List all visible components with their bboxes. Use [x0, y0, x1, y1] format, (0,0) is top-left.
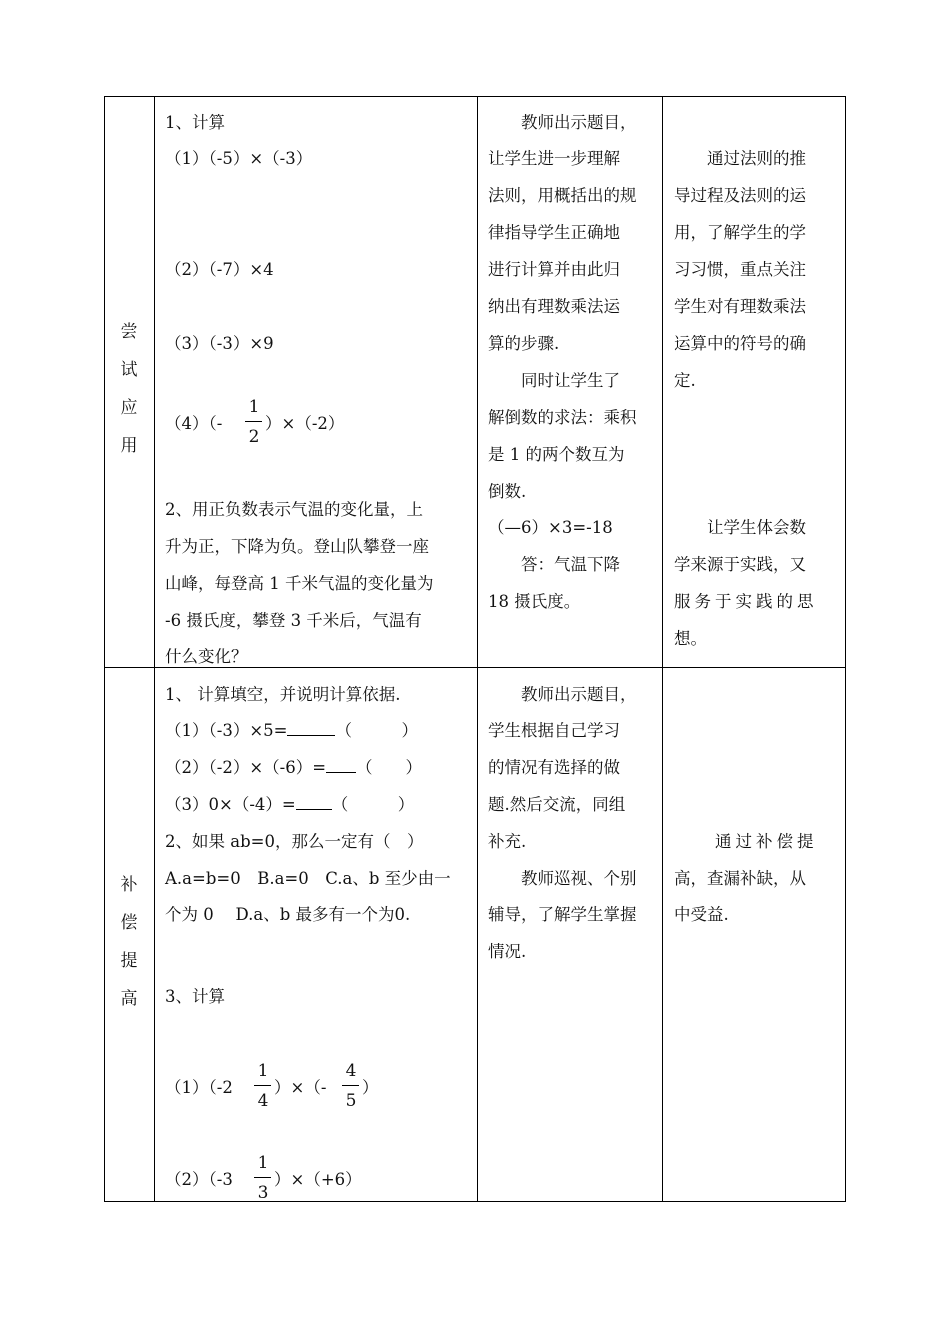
expr-suffix: ）×（+6）	[274, 1170, 362, 1189]
text-line: 教师出示题目，	[488, 685, 637, 704]
text-line: 2、用正负数表示气温的变化量，上	[165, 500, 423, 519]
reason-parens: （ ）	[331, 795, 415, 814]
row-label-char: 高	[120, 989, 138, 1009]
text-line: 解倒数的求法：乘积	[488, 408, 637, 427]
fill-blank-3	[165, 795, 414, 815]
answer-blank[interactable]	[296, 795, 332, 810]
fraction-numerator: 1	[257, 1153, 269, 1173]
text-line: 通过法则的推	[674, 149, 806, 168]
fraction-bar	[254, 1085, 271, 1086]
text-line: 什么变化？	[165, 647, 248, 666]
text-line: 纳出有理数乘法运	[488, 297, 620, 316]
text-line: 用，了解学生的学	[674, 223, 806, 242]
column-divider	[662, 97, 663, 1201]
expr-suffix: ）×（-2）	[265, 414, 345, 433]
text-line: 让学生体会数	[674, 518, 806, 537]
text-line: 通过补偿提	[674, 832, 818, 851]
expr-mid: ）×（-	[274, 1078, 327, 1097]
text-line: 学生对有理数乘法	[674, 297, 806, 316]
reason-parens: （ ）	[356, 758, 423, 777]
answer-blank[interactable]	[326, 758, 356, 773]
text-line: 高，查漏补缺，从	[674, 869, 806, 888]
fraction-denominator: 3	[257, 1183, 269, 1203]
text-line: （—6）×3=-18	[488, 518, 613, 537]
exercise-3-title: 3、计算	[165, 987, 225, 1006]
fraction-numerator: 4	[345, 1061, 357, 1081]
row-label-char: 提	[120, 951, 138, 971]
text-line: 教师巡视、个别	[488, 869, 637, 888]
lesson-table	[104, 96, 846, 1202]
row-label-char: 用	[120, 436, 138, 456]
text-line: 定.	[674, 371, 696, 390]
text-line: 法则，用概括出的规	[488, 186, 637, 205]
exercise-1-item-1: （1）（-5）×（-3）	[165, 149, 313, 168]
text-line: 进行计算并由此归	[488, 260, 620, 279]
fraction-numerator: 1	[248, 397, 260, 417]
text-line: 中受益.	[674, 905, 729, 924]
column-divider	[154, 97, 155, 1201]
fill-blank-2	[165, 758, 422, 778]
text-line: 律指导学生正确地	[488, 223, 620, 242]
answer-blank[interactable]	[287, 721, 335, 736]
fraction-bar	[254, 1177, 271, 1178]
exercise-1-item-3: （3）（-3）×9	[165, 334, 274, 353]
expr-suffix: ）	[362, 1078, 379, 1097]
row-label-char: 应	[120, 398, 138, 418]
fraction-denominator: 4	[257, 1091, 269, 1111]
exercise-1-title: 1、 计算填空，并说明计算依据.	[165, 685, 401, 704]
text-line: 倒数.	[488, 482, 527, 501]
text-line: 让学生进一步理解	[488, 149, 620, 168]
text-line: 学生根据自己学习	[488, 721, 620, 740]
text-line: 补充.	[488, 832, 527, 851]
exercise-1-item-2: （2）（-7）×4	[165, 260, 274, 279]
text-line: 升为正，下降为负。登山队攀登一座	[165, 537, 429, 556]
text-line: 18 摄氏度。	[488, 592, 581, 611]
row-label-char: 补	[120, 875, 138, 895]
row-label-char: 尝	[120, 322, 138, 342]
exercise-2-title: 2、如果 ab=0，那么一定有（ ）	[165, 832, 424, 851]
text-line: 导过程及法则的运	[674, 186, 806, 205]
column-divider	[477, 97, 478, 1201]
row-label-char: 试	[120, 360, 138, 380]
text-line: 的情况有选择的做	[488, 758, 620, 777]
text-line: 算的步骤.	[488, 334, 560, 353]
exercise-2-options-line-1: A.a=b=0 B.a=0 C.a、b 至少由一	[165, 869, 451, 888]
reason-parens: （ ）	[335, 721, 418, 740]
row-divider	[105, 667, 845, 668]
expr-prefix: （4）（-	[165, 414, 223, 433]
text-line: 服务于实践的思	[674, 592, 818, 611]
fraction-denominator: 5	[345, 1091, 357, 1111]
expr: （2）（-2）×（-6）=	[165, 758, 327, 777]
expr: （1）（-3）×5=	[165, 721, 288, 740]
text-line: -6 摄氏度，攀登 3 千米后，气温有	[165, 611, 422, 630]
text-line: 山峰，每登高 1 千米气温的变化量为	[165, 574, 434, 593]
fraction-denominator: 2	[248, 427, 260, 447]
expr: （3）0×（-4）=	[165, 795, 296, 814]
expr-prefix: （1）（-2	[165, 1078, 233, 1097]
exercise-1-title: 1、计算	[165, 113, 225, 132]
fraction-numerator: 1	[257, 1061, 269, 1081]
text-line: 想。	[674, 629, 707, 648]
fraction-bar	[342, 1085, 359, 1086]
text-line: 是 1 的两个数互为	[488, 445, 625, 464]
text-line: 习习惯，重点关注	[674, 260, 806, 279]
text-line: 情况.	[488, 942, 527, 961]
row-label-char: 偿	[120, 913, 138, 933]
expr-prefix: （2）（-3	[165, 1170, 233, 1189]
text-line: 辅导，了解学生掌握	[488, 905, 637, 924]
text-line: 答：气温下降	[488, 555, 620, 574]
text-line: 题.然后交流，同组	[488, 795, 626, 814]
text-line: 同时让学生了	[488, 371, 620, 390]
text-line: 学来源于实践，又	[674, 555, 806, 574]
fraction-bar	[245, 421, 262, 422]
fill-blank-1	[165, 721, 418, 741]
exercise-2-options-line-2: 个为 0 D.a、b 最多有一个为0.	[165, 905, 411, 924]
text-line: 运算中的符号的确	[674, 334, 806, 353]
text-line: 教师出示题目，	[488, 113, 637, 132]
